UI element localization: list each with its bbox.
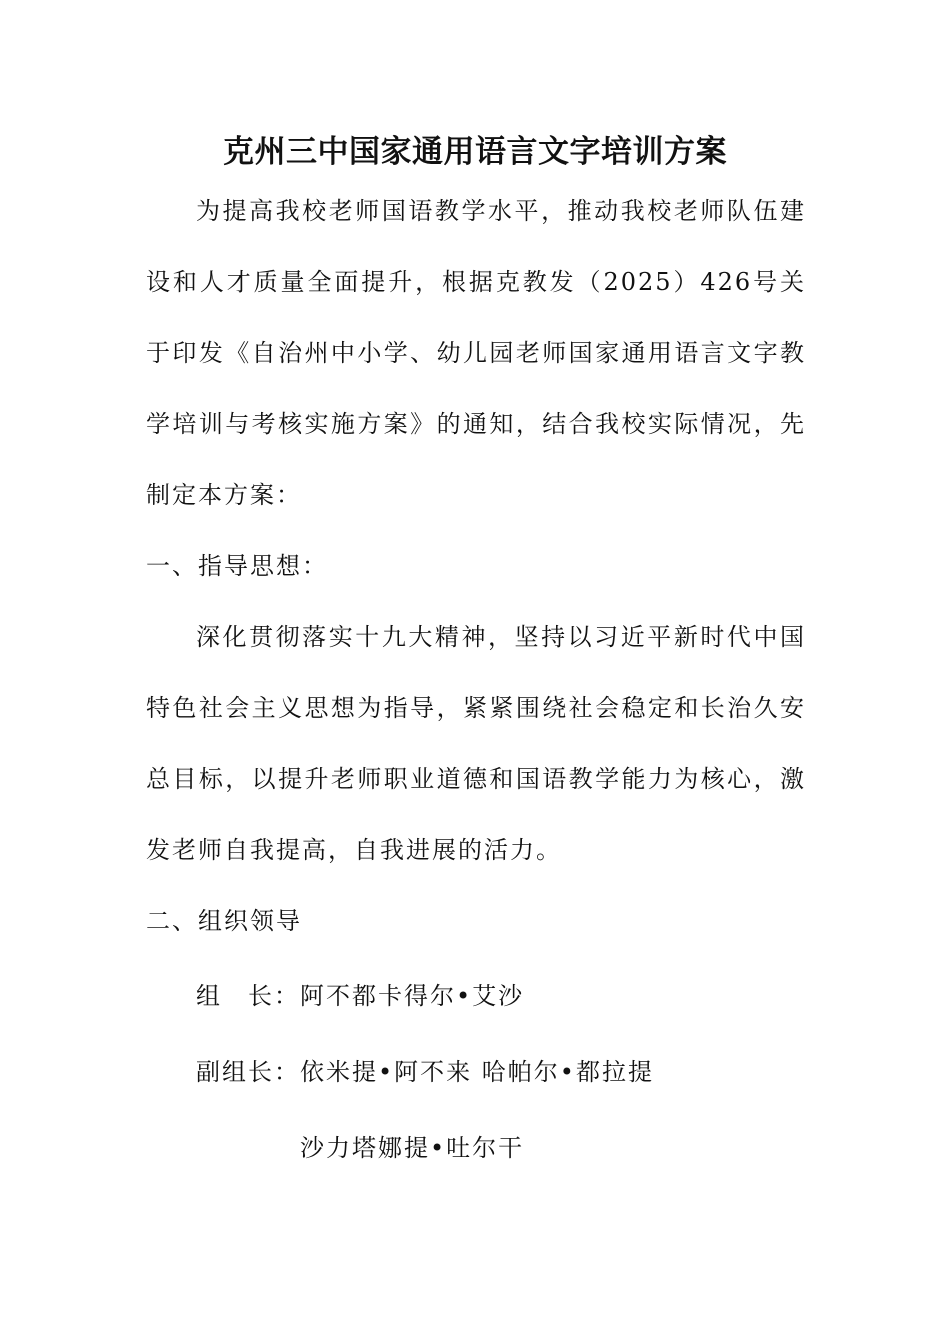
leader-role-label: 组 长： <box>196 982 300 1010</box>
leadership-roster <box>196 958 806 1186</box>
deputy-row-continued <box>196 1110 806 1186</box>
guiding-ideology-paragraph: 深化贯彻落实十九大精神，坚持以习近平新时代中国特色社会主义思想为指导，紧紧围绕社会稳定和长治久安总目标，以提升老师职业道德和国语教学能力为核心，激发老师自我提高，自我进展的活力。 <box>146 623 806 864</box>
section-heading-organization: 二、组织领导 <box>146 907 302 935</box>
section-heading-guiding-ideology: 一、指导思想： <box>146 552 328 580</box>
document-body <box>146 176 806 957</box>
document-title: 克州三中国家通用语言文字培训方案 <box>223 134 727 170</box>
intro-paragraph: 为提高我校老师国语教学水平，推动我校老师队伍建设和人才质量全面提升，根据克教发（2025）426号关于印发《自治州中小学、幼儿园老师国家通用语言文字教学培训与考核实施方案》的通知，结合我校实际情况，先制定本方案： <box>146 197 806 509</box>
deputy-row <box>196 1034 806 1110</box>
leader-row <box>196 958 806 1034</box>
deputy-names-continued: 沙力塔娜提•吐尔干 <box>300 1134 525 1162</box>
deputy-role-label: 副组长： <box>196 1058 300 1086</box>
leader-names: 阿不都卡得尔•艾沙 <box>300 982 525 1010</box>
deputy-names: 依米提•阿不来 哈帕尔•都拉提 <box>300 1058 654 1086</box>
